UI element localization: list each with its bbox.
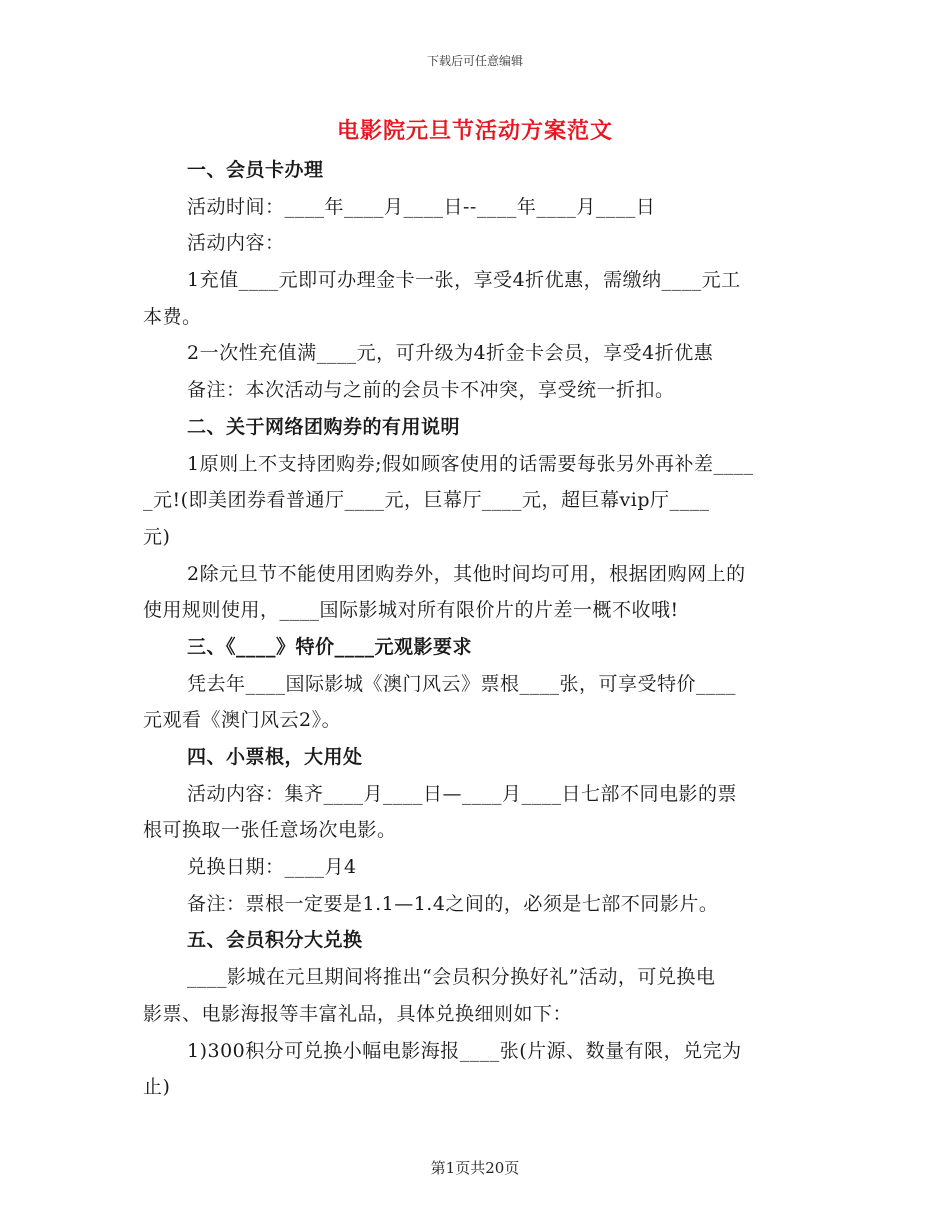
paragraph-continuation: 本费。	[143, 305, 202, 328]
paragraph-continuation: 根可换取一张任意场次电影。	[143, 819, 397, 842]
section-heading: 一、会员卡办理	[187, 159, 324, 181]
paragraph-continuation: 元)	[143, 525, 171, 548]
paragraph-continuation: 使用规则使用，____国际影城对所有限价片的片差一概不收哦!	[143, 599, 679, 622]
paragraph-continuation: _元!(即美团券看普通厅____元，巨幕厅____元，超巨幕vip厅____	[143, 489, 710, 512]
paragraph-line: ____影城在元旦期间将推出“会员积分换好礼”活动，可兑换电	[187, 966, 716, 989]
paragraph-line: 1充值____元即可办理金卡一张，享受4折优惠，需缴纳____元工	[187, 269, 741, 292]
section-heading: 三、《____》特价____元观影要求	[187, 635, 473, 658]
header-note: 下载后可任意编辑	[426, 54, 523, 68]
section-heading: 二、关于网络团购券的有用说明	[187, 415, 461, 438]
paragraph-line: 1)300积分可兑换小幅电影海报____张(片源、数量有限，兑完为	[187, 1039, 742, 1062]
document-body	[143, 152, 813, 1106]
paragraph-line: 备注：票根一定要是1.1—1.4之间的，必须是七部不同影片。	[187, 892, 719, 915]
section-heading: 四、小票根，大用处	[187, 746, 363, 768]
document-title: 电影院元旦节活动方案范文	[336, 118, 613, 144]
paragraph-line: 活动内容：	[187, 232, 285, 255]
paragraph-line: 活动内容：集齐____月____日—____月____日七部不同电影的票	[187, 782, 738, 805]
paragraph-line: 兑换日期：____月4	[187, 856, 357, 879]
paragraph-line: 1原则上不支持团购券;假如顾客使用的话需要每张另外再补差____	[187, 452, 754, 475]
paragraph-line: 2除元旦节不能使用团购券外，其他时间均可用，根据团购网上的	[187, 562, 746, 585]
section-heading: 五、会员积分大兑换	[187, 929, 363, 952]
paragraph-continuation: 元观看《澳门风云2》。	[143, 709, 342, 732]
paragraph-continuation: 止)	[143, 1076, 171, 1099]
paragraph-line: 2一次性充值满____元，可升级为4折金卡会员，享受4折优惠	[187, 342, 714, 365]
paragraph-line: 备注：本次活动与之前的会员卡不冲突，享受统一折扣。	[187, 379, 675, 402]
page-number: 第1页共20页	[430, 1159, 520, 1177]
paragraph-continuation: 影票、电影海报等丰富礼品，具体兑换细则如下：	[143, 1002, 573, 1025]
paragraph-line: 活动时间：____年____月____日--____年____月____日	[187, 195, 656, 218]
paragraph-line: 凭去年____国际影城《澳门风云》票根____张，可享受特价____	[187, 672, 737, 695]
